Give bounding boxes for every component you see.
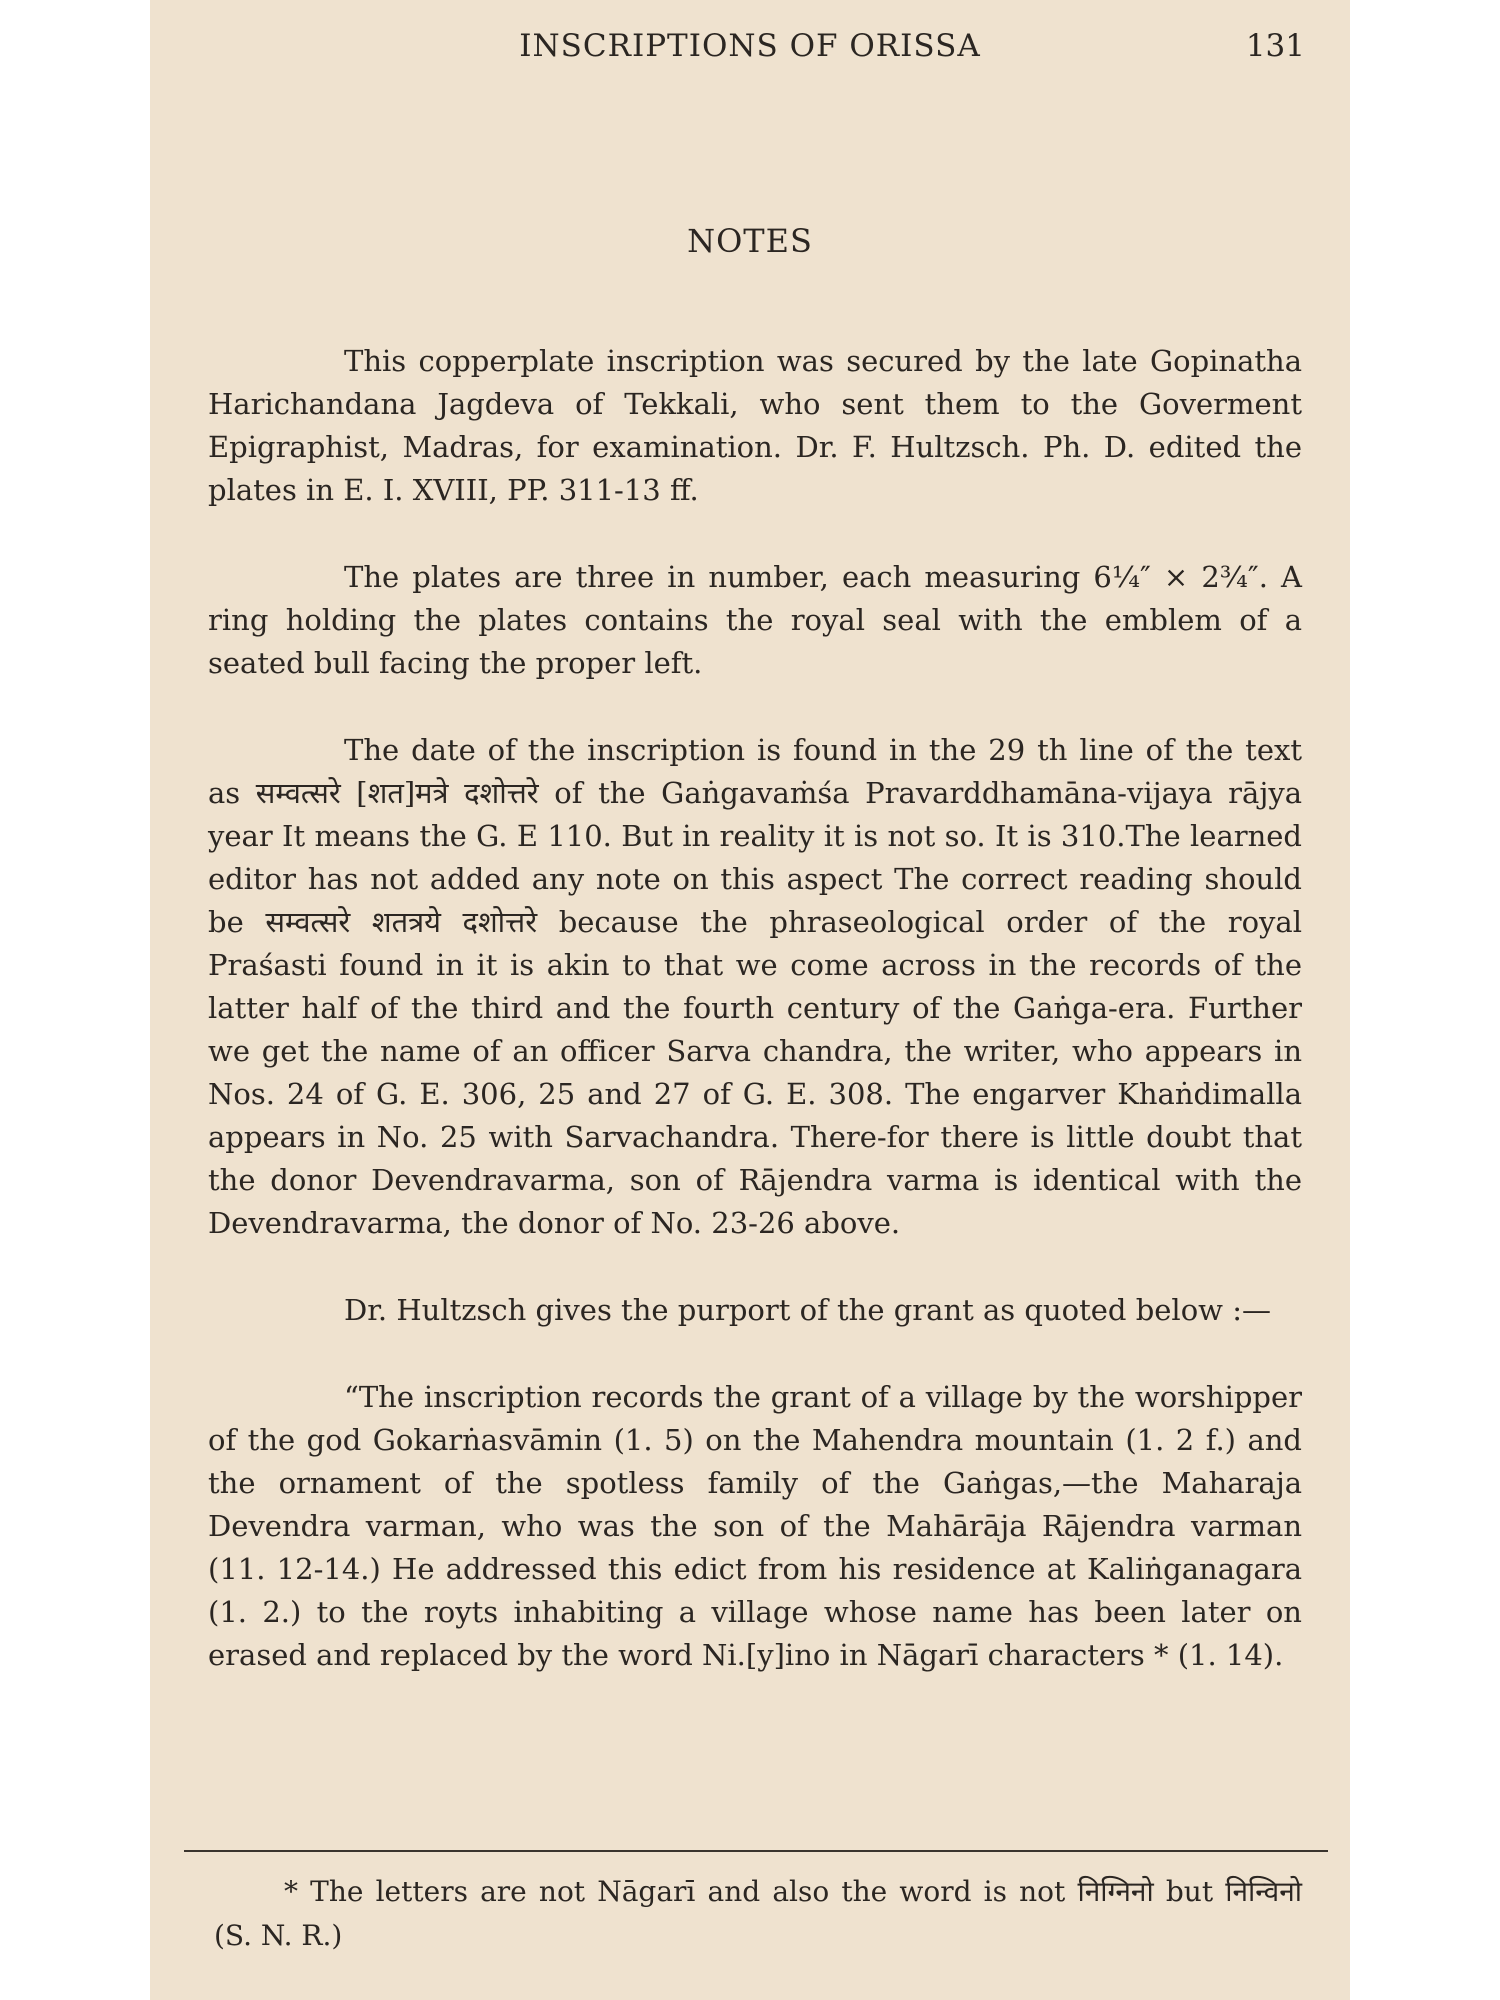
notes-heading: NOTES: [687, 222, 813, 260]
paragraph-provenance: This copperplate inscription was secured by the late Gopinatha Harichandana Jagdeva of Tekkali, who sent them to the Goverment Epigraphist, Madras, for examination. Dr. F. Hultzsch. Ph. D. edited the plates in E. I. XVIII, PP. 311-13 ff.: [208, 344, 1302, 507]
paragraph-plates-description: The plates are three in number, each measuring 6¼″ × 2¾″. A ring holding the plates contains the royal seal with the emblem of a seated bull facing the proper left.: [208, 560, 1302, 680]
paragraph-date-discussion: The date of the inscription is found in the 29 th line of the text as सम्वत्सरे [शत]मत्रे दशोत्तरे of the Gaṅgavaṁśa Pravarddhamāna-vijaya rājya year It means the G. E 110. But in reality it is not so. It is 310.The learned editor has not added any note on this aspect The correct reading should be सम्वत्सरे शतत्रये दशोत्तरे because the phraseological order of the royal Praśasti found in it is akin to that we come across in the records of the latter half of the third and the fourth century of the Gaṅga-era. Further we get the name of an officer Sarva chandra, the writer, who appears in Nos. 24 of G. E. 306, 25 and 27 of G. E. 308. The engarver Khaṅdimalla appears in No. 25 with Sarvachandra. There-for there is little doubt that the donor Devendravarma, son of Rājendra varma is identical with the Devendravarma, the donor of No. 23-26 above.: [208, 733, 1302, 1240]
notes-body: [208, 340, 1302, 1721]
paragraph-purport-quote: “The inscription records the grant of a village by the worshipper of the god Gokarṅasvāmin (1. 5) on the Mahendra mountain (1. 2 f.) and the ornament of the spotless family of the Gaṅgas,—the Maharaja Devendra varman, who was the son of the Mahārāja Rājendra varman (11. 12-14.) He addressed this edict from his residence at Kaliṅganagara (1. 2.) to the royts inhabiting a village whose name has been later on erased and replaced by the word Ni.[y]ino in Nāgarī characters * (1. 14).: [208, 1380, 1302, 1672]
page-number: 131: [1245, 28, 1305, 64]
footnote-divider: [184, 1850, 1328, 1852]
paragraph-purport-intro: Dr. Hultzsch gives the purport of the grant as quoted below :—: [344, 1293, 1271, 1327]
footnote: * The letters are not Nāgarī and also the word is not निग्निनो but निन्विनो (S. N. R.): [214, 1875, 1302, 1952]
running-title: INSCRIPTIONS OF ORISSA: [519, 28, 981, 64]
page-header: [150, 22, 1350, 62]
book-page: [150, 0, 1350, 2000]
